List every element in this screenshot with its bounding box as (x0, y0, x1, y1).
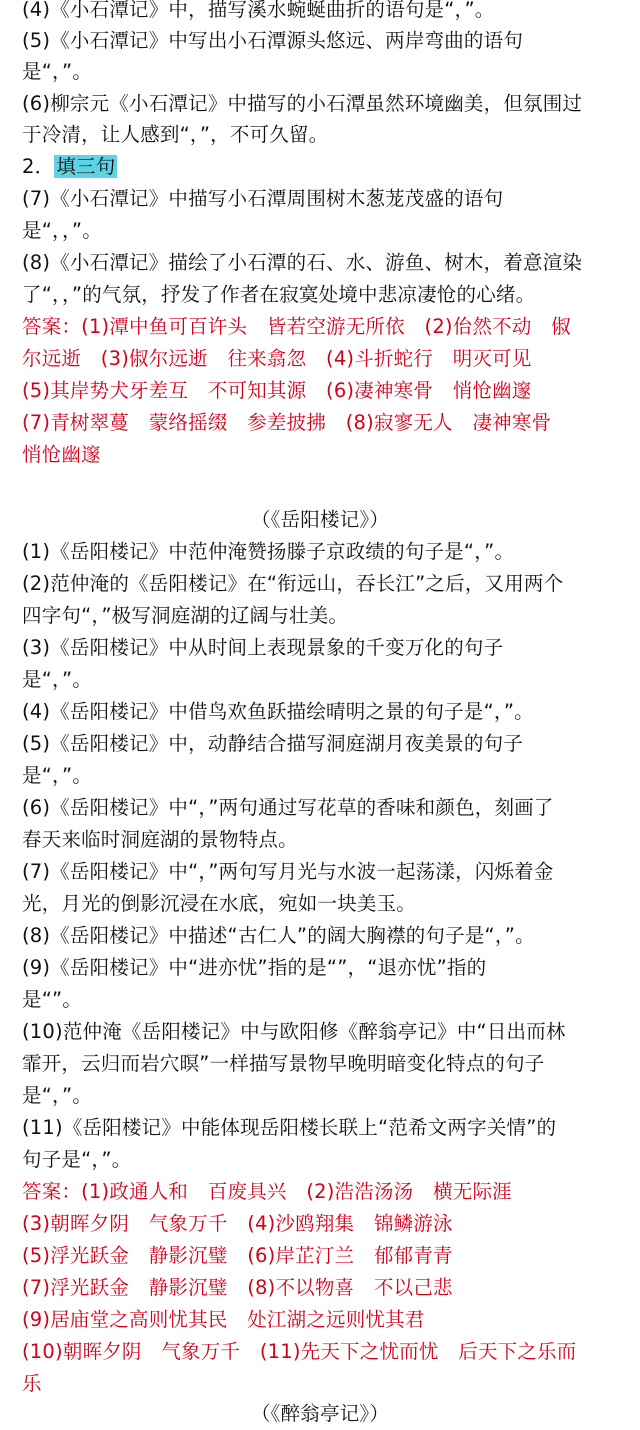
answer-line: (7)青树翠蔓 蒙络摇缀 参差披拂 (8)寂寥无人 凄神寒骨 (22, 411, 552, 434)
question-line: 是“，”。 (22, 668, 92, 691)
answer-line: 乐 (22, 1372, 42, 1395)
question-line: (7)《岳阳楼记》中“，”两句写月光与水波一起荡漾，闪烁着金 (22, 860, 554, 883)
question-line: 霏开，云归而岩穴暝”一样描写景物早晚明暗变化特点的句子 (22, 1052, 545, 1075)
question-line: 春天来临时洞庭湖的景物特点。 (22, 828, 298, 851)
question-line: 句子是“，”。 (22, 1148, 132, 1171)
question-line: (1)《岳阳楼记》中范仲淹赞扬滕子京政绩的句子是“，”。 (22, 540, 515, 563)
question-line: 了“，，”的气氛，抒发了作者在寂寞处境中悲凉凄怆的心绪。 (22, 283, 536, 306)
question-line: (5)《小石潭记》中写出小石潭源头悠远、两岸弯曲的语句 (22, 29, 524, 52)
question-line: 是“，”。 (22, 764, 92, 787)
question-line: (10)范仲淹《岳阳楼记》中与欧阳修《醉翁亭记》中“日出而林 (22, 1020, 566, 1043)
question-line: 是“”。 (22, 988, 83, 1011)
question-line: (5)《岳阳楼记》中，动静结合描写洞庭湖月夜美景的句子 (22, 732, 524, 755)
question-line: (8)《小石潭记》描绘了小石潭的石、水、游鱼、树木，着意渲染 (22, 251, 583, 274)
section-title: （《岳阳楼记》） (250, 508, 390, 531)
answer-line: 答案：(1)政通人和 百废具兴 (2)浩浩汤汤 横无际涯 (22, 1180, 512, 1203)
question-line: 于冷清，让人感到“，”，不可久留。 (22, 123, 329, 146)
question-line: (8)《岳阳楼记》中描述“古仁人”的阔大胸襟的句子是“，”。 (22, 924, 535, 947)
question-line: (6)《岳阳楼记》中“，”两句通过写花草的香味和颜色，刻画了 (22, 796, 554, 819)
answer-line: (10)朝晖夕阴 气象万千 (11)先天下之忧而忧 后天下之乐而 (22, 1340, 577, 1363)
question-line: (7)《小石潭记》中描写小石潭周围树木葱茏茂盛的语句 (22, 187, 504, 210)
question-line: 是“，，”。 (22, 219, 102, 242)
question-line: (9)《岳阳楼记》中“进亦忧”指的是“”，“退亦忧”指的 (22, 956, 487, 979)
question-line: (4)《岳阳楼记》中借鸟欢鱼跃描绘晴明之景的句子是“，”。 (22, 700, 534, 723)
subsection-heading (22, 151, 630, 183)
answer-line: 悄怆幽邃 (22, 443, 101, 466)
answer-line: 尔远逝 (3)俶尔远逝 往来翕忽 (4)斗折蛇行 明灭可见 (22, 347, 532, 370)
answer-line: (3)朝晖夕阴 气象万千 (4)沙鸥翔集 锦鳞游泳 (22, 1212, 453, 1235)
answer-line: 答案：(1)潭中鱼可百许头 皆若空游无所依 (2)佁然不动 俶 (22, 315, 571, 338)
question-line: 是“，”。 (22, 60, 92, 83)
answer-line: (9)居庙堂之高则忧其民 处江湖之远则忧其君 (22, 1308, 425, 1331)
answer-line: (7)浮光跃金 静影沉璧 (8)不以物喜 不以己悲 (22, 1276, 453, 1299)
answer-line: (5)浮光跃金 静影沉璧 (6)岸芷汀兰 郁郁青青 (22, 1244, 453, 1267)
highlighted-heading: 填三句 (56, 155, 116, 178)
answer-line: (5)其岸势犬牙差互 不可知其源 (6)凄神寒骨 悄怆幽邃 (22, 379, 532, 402)
question-line: 四字句“，”极写洞庭湖的辽阔与壮美。 (22, 604, 349, 627)
question-line: (6)柳宗元《小石潭记》中描写的小石潭虽然环境幽美，但氛围过 (22, 92, 583, 115)
question-line: (2)范仲淹的《岳阳楼记》在“衔远山，吞长江”之后，又用两个 (22, 572, 564, 595)
section-title-partial: （《醉翁亭记》） (250, 1402, 390, 1425)
question-line: (3)《岳阳楼记》中从时间上表现景象的千变万化的句子 (22, 636, 504, 659)
question-line: (11)《岳阳楼记》中能体现岳阳楼长联上“范希文两字关情”的 (22, 1116, 557, 1139)
question-line: (4)《小石潭记》中，描写溪水蜿蜒曲折的语句是“，”。 (22, 0, 495, 21)
heading-number: 2． (22, 155, 55, 178)
question-line: 是“，”。 (22, 1084, 92, 1107)
question-line: 光，月光的倒影沉浸在水底，宛如一块美玉。 (22, 892, 417, 915)
